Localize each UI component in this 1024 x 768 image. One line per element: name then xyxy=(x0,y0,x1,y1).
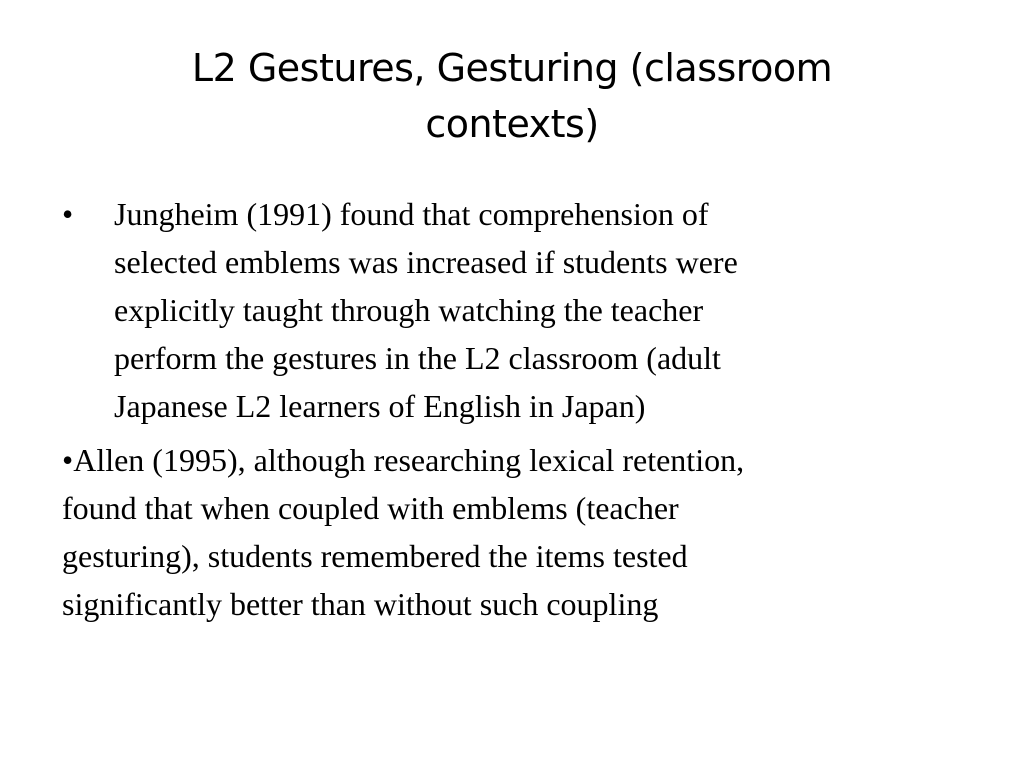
paragraph-line: gesturing), students remembered the items tested xyxy=(62,538,688,574)
bullet-marker: • xyxy=(62,196,74,232)
bullet-text xyxy=(114,190,962,430)
bullet-line: Japanese L2 learners of English in Japan) xyxy=(114,388,646,424)
bullet-line: selected emblems was increased if students were xyxy=(114,244,738,280)
title-line-1: L2 Gestures, Gesturing (classroom xyxy=(191,46,833,90)
paragraph-line: significantly better than without such coupling xyxy=(62,586,659,622)
bullet-line: explicitly taught through watching the teacher xyxy=(114,292,704,328)
slide-body xyxy=(62,190,962,628)
bullet-line: Jungheim (1991) found that comprehension of xyxy=(114,196,709,232)
paragraph-line: found that when coupled with emblems (teacher xyxy=(62,490,679,526)
paragraph-line: •Allen (1995), although researching lexical retention, xyxy=(62,442,745,478)
slide-title xyxy=(100,40,924,152)
paragraph-allen xyxy=(62,436,942,628)
bullet-item-jungheim xyxy=(62,190,962,430)
title-line-2: contexts) xyxy=(425,102,599,146)
bullet-line: perform the gestures in the L2 classroom (adult xyxy=(114,340,721,376)
